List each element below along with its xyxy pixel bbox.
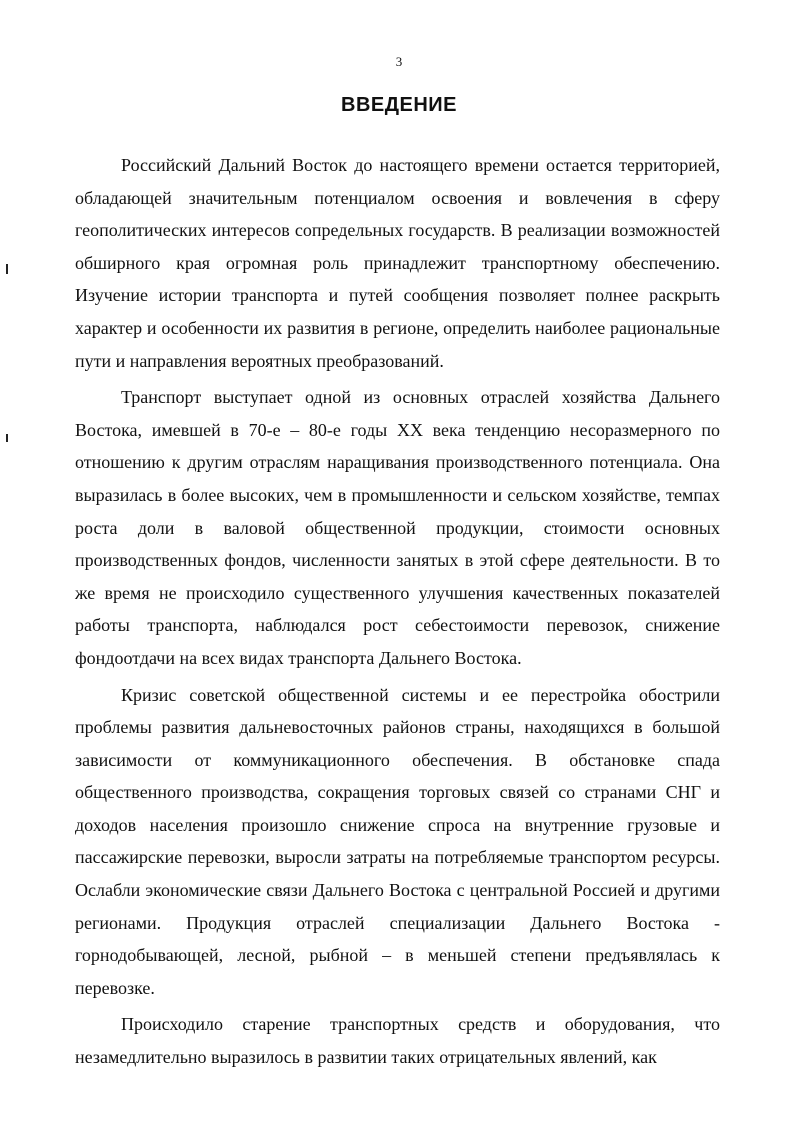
paragraph: Кризис советской общественной системы и ее перестройка обострили проблемы развития дальневосточных районов страны, находящихся в большой зависимости от коммуникационного обеспечения. В обстановке спада общественного производства, сокращения торговых связей со странами СНГ и доходов населения произошло снижение спроса на внутренние грузовые и пассажирские перевозки, выросли затраты на потребляемые транспортом ресурсы. Ослабли экономические связи Дальнего Востока с центральной Россией и другими регионами. Продукция отраслей специализации Дальнего Востока - горнодобывающей, лесной, рыбной – в меньшей степени предъявлялась к перевозке.	[75, 684, 720, 998]
margin-mark	[6, 264, 8, 274]
paragraph: Российский Дальний Восток до настоящего времени остается территорией, обладающей значительным потенциалом освоения и вовлечения в сферу геополитических интересов сопредельных государств. В реализации возможностей обширного края огромная роль принадлежит транспортному обеспечению. Изучение истории транспорта и путей сообщения позволяет полнее раскрыть характер и особенности их развития в регионе, определить наиболее рациональные пути и направления вероятных преобразований.	[75, 155, 720, 371]
page-number: 3	[395, 54, 403, 69]
page-title: ВВЕДЕНИЕ	[341, 94, 457, 116]
paragraph: Транспорт выступает одной из основных отраслей хозяйства Дальнего Востока, имевшей в 70-е – 80-е годы XX века тенденцию несоразмерного по отношению к другим отраслям наращивания производственного потенциала. Она выразилась в более высоких, чем в промышленности и сельском хозяйстве, темпах роста доли в валовой общественной продукции, стоимости основных производственных фондов, численности занятых в этой сфере деятельности. В то же время не происходило существенного улучшения качественных показателей работы транспорта, наблюдался рост себестоимости перевозок, снижение фондоотдачи на всех видах транспорта Дальнего Востока.	[75, 387, 720, 668]
margin-mark	[6, 434, 8, 442]
paragraph: Происходило старение транспортных средств и оборудования, что незамедлительно выразилось в развитии таких отрицательных явлений, как	[75, 1014, 720, 1068]
document-body	[75, 149, 720, 1078]
